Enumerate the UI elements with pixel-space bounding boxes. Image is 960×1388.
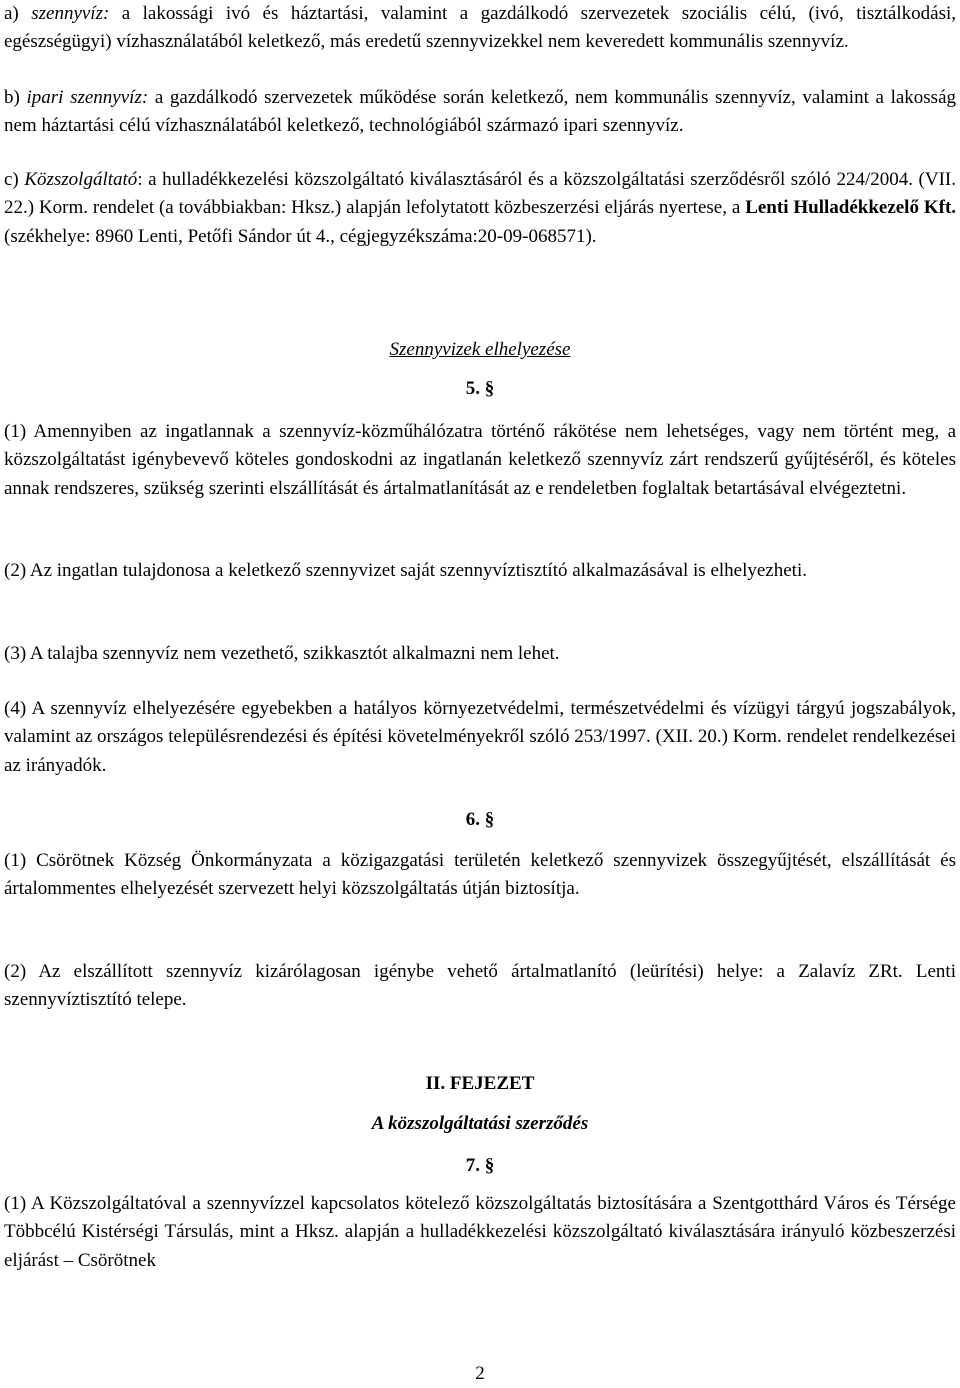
definition-term: ipari szennyvíz: <box>26 87 149 108</box>
paragraph-number-5: 5. § <box>465 378 495 399</box>
definition-text-tail: (székhelye: 8960 Lenti, Petőfi Sándor út 4., cégjegyzékszáma:20-09-068571). <box>4 225 597 247</box>
definition-term: szennyvíz: <box>31 3 110 24</box>
chapter-subtitle: A közszolgáltatási szerződés <box>371 1113 589 1134</box>
definition-a <box>4 0 956 57</box>
par7-1: (1) A Közszolgáltatóval a szennyvízzel kapcsolatos kötelező közszolgáltatás biztosítására a Szentgotthárd Város és Térsége Többcélú Kistérségi Társulás, mint a Hksz. alapján a hulladékkezelési közszolgáltató kiválasztására irányuló közbeszerzési eljárást – Csörötnek <box>4 1193 956 1271</box>
chapter-title: II. FEJEZET <box>425 1073 535 1094</box>
paragraph-number-7: 7. § <box>465 1155 495 1176</box>
paragraph-number-6: 6. § <box>465 809 495 830</box>
par5-3: (3) A talajba szennyvíz nem vezethető, szikkasztót alkalmazni nem lehet. <box>4 643 560 664</box>
par6-1: (1) Csörötnek Község Önkormányzata a közigazgatási területén keletkező szennyvizek összegyűjtését, elszállítását és ártalommentes elhelyezését szervezett helyi közszolgáltatás útján biztosítja. <box>4 850 956 900</box>
definition-c <box>4 166 956 251</box>
par5-1: (1) Amennyiben az ingatlannak a szennyvíz-közműhálózatra történő rákötése nem lehetséges, vagy nem történt meg, a közszolgáltatást igénybevevő köteles gondoskodni az ingatlanán keletkező szennyvíz zárt rendszerű gyűjtéséről, és köteles annak rendszeres, szükség szerinti elszállítását és ártalmatlanítását az e rendeletben foglaltak betartásával elvégeztetni. <box>4 421 956 499</box>
definition-label: c) <box>4 169 19 190</box>
par5-4: (4) A szennyvíz elhelyezésére egyebekben a hatályos környezetvédelmi, természetvédelmi és vízügyi tárgyú jogszabályok, valamint az országos településrendezési és építési követelményekről szóló 253/1997. (XII. 20.) Korm. rendelet rendelkezései az irányadók. <box>4 698 956 776</box>
definition-text: a gazdálkodó szervezetek működése során keletkező, nem kommunális szennyvíz, valamint a lakosság nem háztartási célú vízhasználatából keletkező, technológiából származó ipari szennyvíz. <box>4 87 957 137</box>
definition-term: Közszolgáltató <box>24 169 138 190</box>
section-title: Szennyvizek elhelyezése <box>389 339 571 360</box>
definition-label: b) <box>4 87 20 108</box>
definition-text: a lakossági ivó és háztartási, valamint a gazdálkodó szervezetek szociális célú, (ivó, tisztálkodási, egészségügyi) vízhasználatából keletkező, más eredetű szennyvizekkel nem keveredett kommunális szennyvíz. <box>4 3 956 53</box>
page-number: 2 <box>475 1363 485 1384</box>
par5-2: (2) Az ingatlan tulajdonosa a keletkező szennyvizet saját szennyvíztisztító alkalmazásával is elhelyezheti. <box>4 560 807 581</box>
definition-b <box>4 84 956 141</box>
par6-2: (2) Az elszállított szennyvíz kizárólagosan igénybe vehető ártalmatlanító (leürítési) helye: a Zalavíz ZRt. Lenti szennyvíztisztító telepe. <box>4 961 956 1011</box>
definition-label: a) <box>4 3 19 24</box>
company-name: Lenti Hulladékkezelő Kft. <box>745 197 957 219</box>
definition-text: : a hulladékkezelési közszolgáltató kiválasztásáról és a közszolgáltatási szerződésről szóló 224/2004. (VII. 22.) Korm. rendelet (a továbbiakban: Hksz.) alapján lefolytatott közbeszerzési eljárás nyertese, a <box>4 169 957 219</box>
